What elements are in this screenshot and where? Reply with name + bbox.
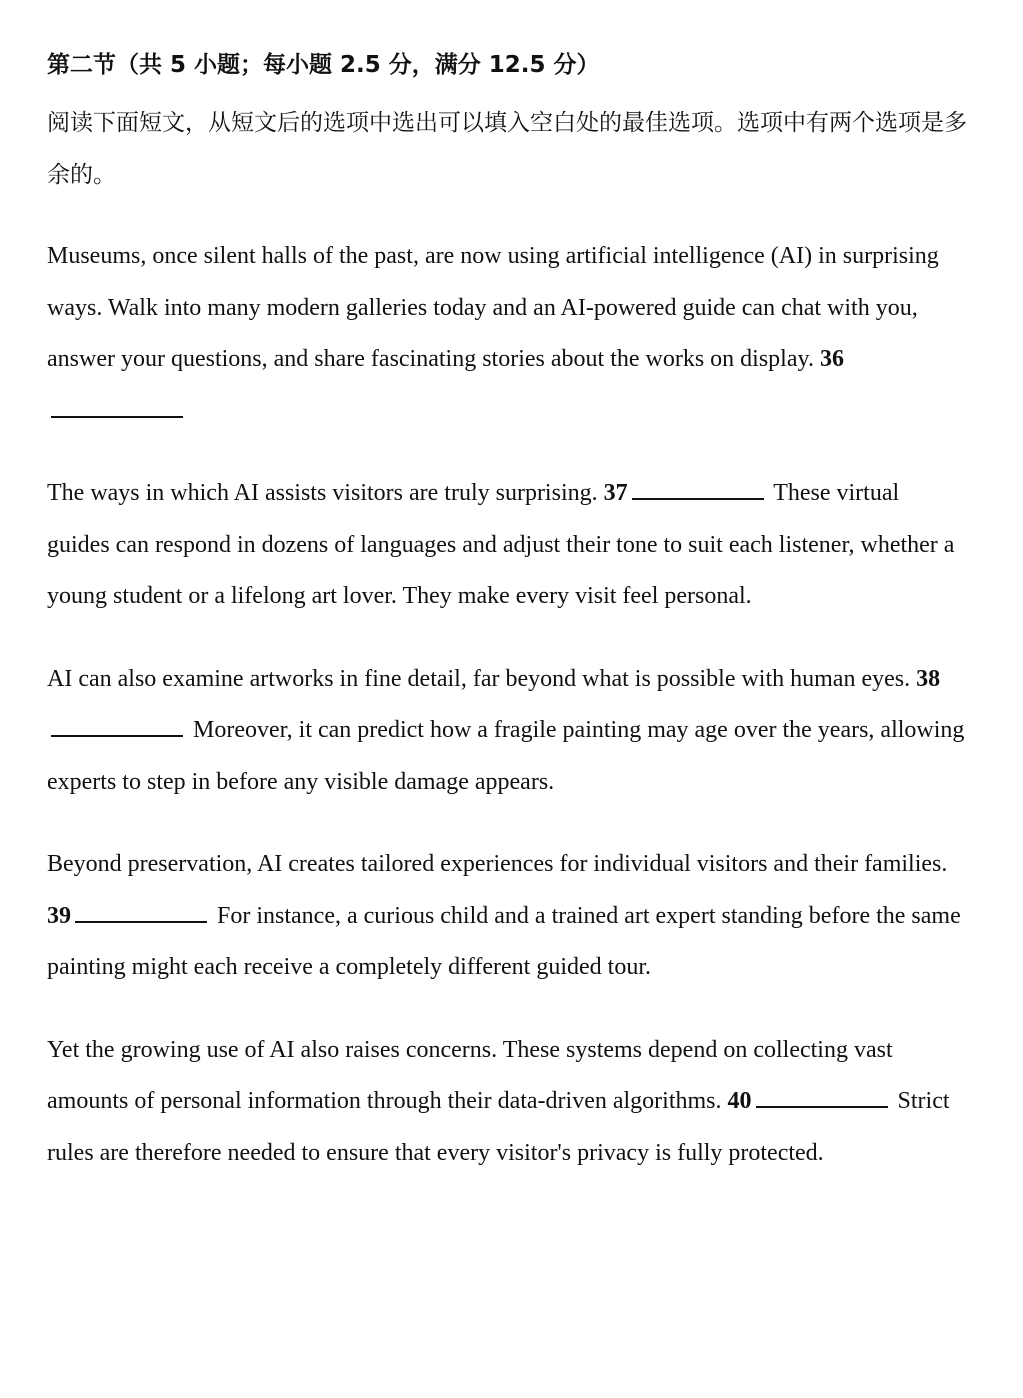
blank-38-number: 38 (916, 665, 941, 692)
paragraph-5-text-before: Yet the growing use of AI also raises concerns. These systems depend on collecting vast amounts of personal information through their data-driven algorithms. (47, 1036, 893, 1114)
blank-37-number: 37 (603, 480, 628, 506)
paragraph-1-text: Museums, once silent halls of the past, are now using artificial intelligence (AI) in surprising ways. Walk into many modern galleries today and an AI-powered guide can chat with you, answer your questions, and share fascinating stories about the works on display. (47, 243, 939, 372)
paragraph-2 (47, 468, 967, 623)
paragraph-2-text-before: The ways in which AI assists visitors are truly surprising. (47, 480, 598, 506)
blank-40-number: 40 (727, 1088, 752, 1114)
paragraph-2-text-after: These virtual guides can respond in dozens of languages and adjust their tone to suit each listener, whether a young student or a lifelong art lover. They make every visit feel personal. (47, 480, 955, 609)
blank-36-line (51, 394, 183, 418)
paragraph-5-text-after: Strict rules are therefore needed to ensure that every visitor's privacy is fully protected. (47, 1088, 950, 1166)
blank-37-line (632, 476, 764, 500)
paragraph-1 (47, 231, 967, 437)
paragraph-3 (47, 654, 967, 809)
blank-38-line (51, 713, 183, 737)
section-instructions: 阅读下面短文，从短文后的选项中选出可以填入空白处的最佳选项。选项中有两个选项是多余的。 (47, 110, 967, 188)
blank-39-number: 39 (47, 902, 71, 929)
reading-passage (47, 231, 977, 1179)
section-heading: 第二节（共 5 小题；每小题 2.5 分，满分 12.5 分） (47, 52, 600, 78)
blank-36-number: 36 (819, 346, 844, 372)
paragraph-4-text-after: For instance, a curious child and a trained art expert standing before the same painting might each receive a completely different guided tour. (47, 902, 961, 980)
paragraph-3-text-before: AI can also examine artworks in fine detail, far beyond what is possible with human eyes. (47, 665, 911, 692)
paragraph-5 (47, 1025, 967, 1180)
paragraph-4 (47, 839, 967, 994)
paragraph-3-text-after: Moreover, it can predict how a fragile painting may age over the years, allowing experts to step in before any visible damage appears. (47, 717, 965, 795)
blank-39-line (75, 899, 207, 923)
exam-page (47, 50, 977, 1210)
paragraph-4-text-before: Beyond preservation, AI creates tailored experiences for individual visitors and their families. (47, 851, 948, 877)
blank-40-line (756, 1084, 888, 1108)
